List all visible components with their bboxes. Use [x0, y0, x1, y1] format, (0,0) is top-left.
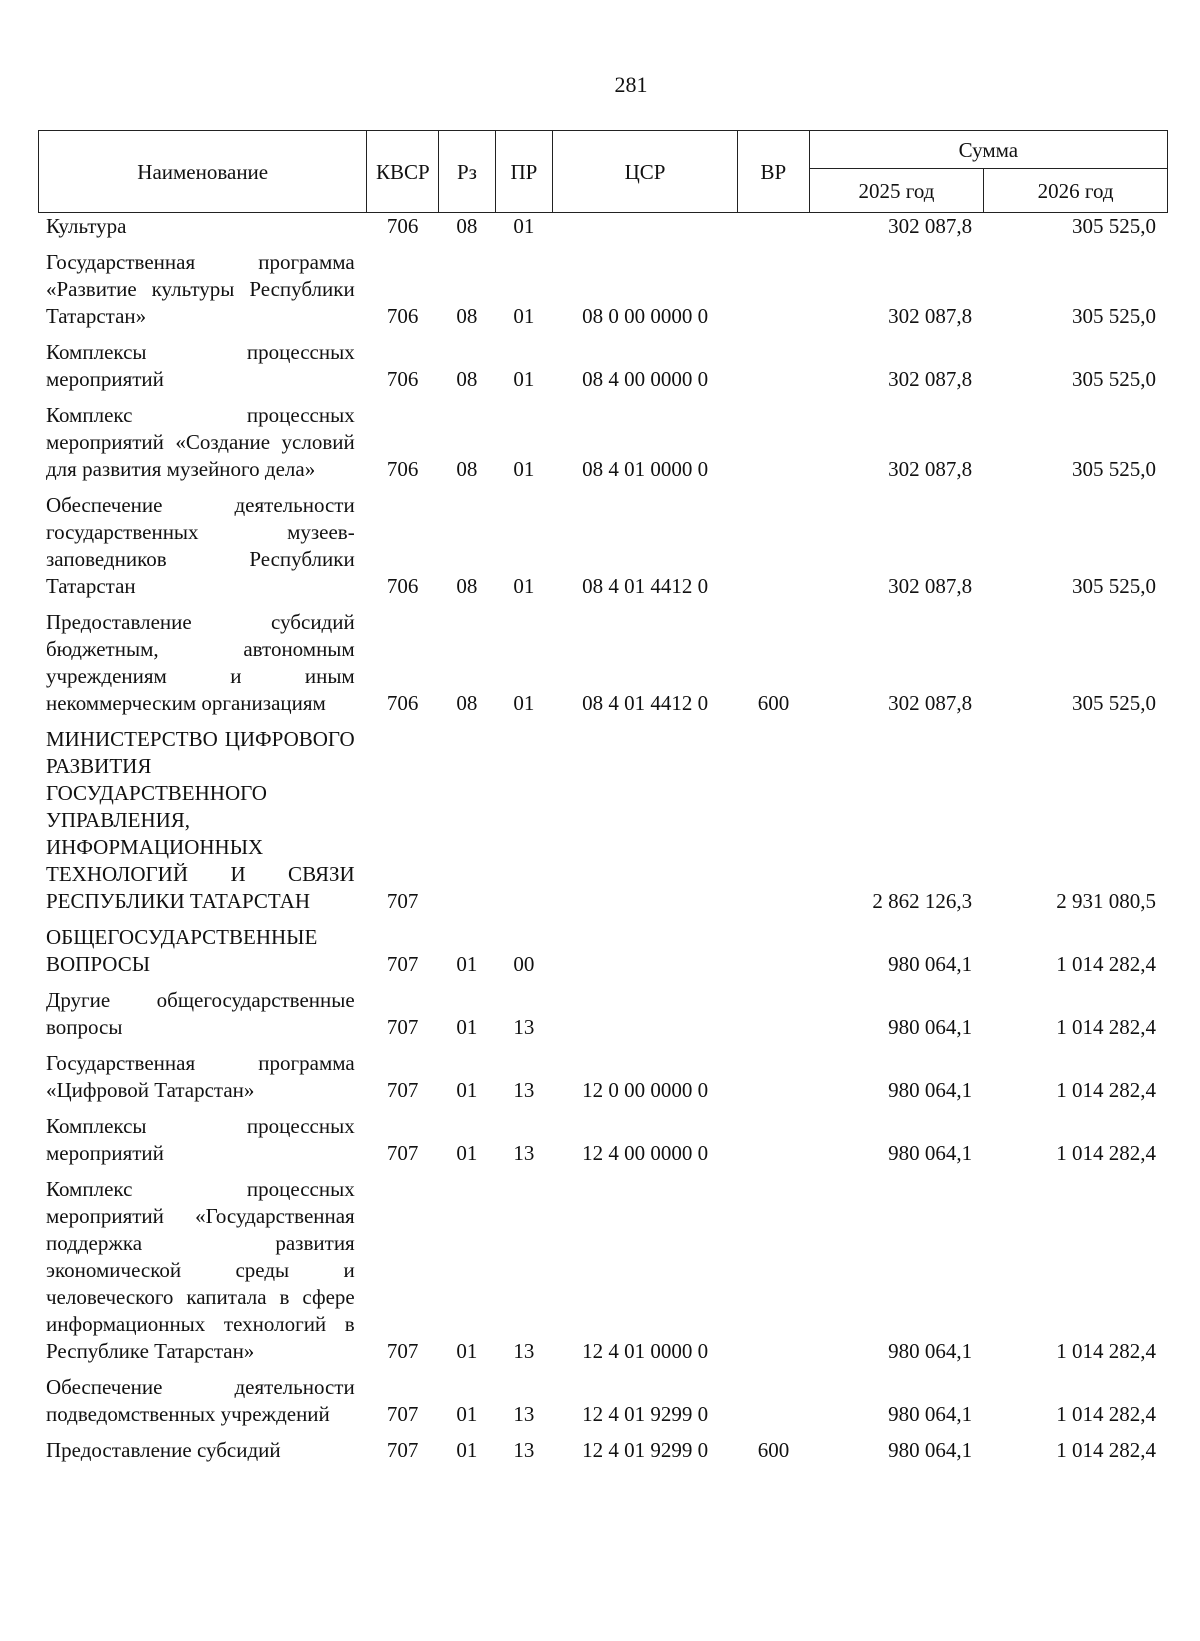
row-rz: 08 — [456, 304, 478, 328]
row-vr: 600 — [757, 1438, 790, 1462]
row-sum-2026: 305 525,0 — [1072, 367, 1156, 391]
row-rz: 08 — [456, 457, 478, 481]
row-rz: 01 — [456, 1438, 478, 1462]
row-sum-2026: 1 014 282,4 — [1056, 1015, 1156, 1039]
row-pr: 13 — [513, 1438, 535, 1462]
row-name — [38, 978, 367, 1041]
row-kvsr: 707 — [386, 1078, 419, 1102]
row-sum-2025: 2 862 126,3 — [872, 889, 973, 913]
row-name-text: Государственная программа «Цифровой Татарстан» — [46, 1051, 355, 1102]
row-vr — [738, 1104, 810, 1167]
row-vr — [738, 393, 810, 483]
row-rz: 01 — [456, 1402, 478, 1426]
row-pr: 13 — [513, 1339, 535, 1363]
row-pr: 13 — [513, 1141, 535, 1165]
row-vr — [738, 915, 810, 978]
row-name — [38, 483, 367, 600]
row-sum-2026: 1 014 282,4 — [1056, 1078, 1156, 1102]
table-row — [38, 1041, 1168, 1104]
row-name-text: Комплекс процессных мероприятий «Государственная поддержка развития экономической среды и человеческого капитала в сфере информационных технологий в Республике Татарстан» — [46, 1177, 355, 1363]
row-vr — [738, 1167, 810, 1365]
header-name: Наименование — [39, 131, 367, 213]
row-rz: 01 — [456, 1141, 478, 1165]
row-sum-2026: 2 931 080,5 — [1056, 889, 1156, 913]
row-kvsr: 707 — [386, 1438, 419, 1462]
header-csr: ЦСР — [553, 131, 738, 213]
row-sum-2026: 1 014 282,4 — [1056, 1141, 1156, 1165]
header-year-2026: 2026 год — [984, 169, 1168, 213]
table-row — [38, 915, 1168, 978]
row-rz: 08 — [456, 691, 478, 715]
row-vr — [738, 1041, 810, 1104]
row-name-text: Комплекс процессных мероприятий «Создание условий для развития музейного дела» — [46, 403, 355, 481]
row-rz — [439, 717, 496, 915]
row-name-text: МИНИСТЕРСТВО ЦИФРОВОГО РАЗВИТИЯ ГОСУДАРСТВЕННОГО УПРАВЛЕНИЯ, ИНФОРМАЦИОННЫХ ТЕХНОЛОГИЙ И СВЯЗИ РЕСПУБЛИКИ ТАТАРСТАН — [46, 727, 355, 913]
table-row — [38, 717, 1168, 915]
row-sum-2025: 980 064,1 — [888, 1438, 973, 1462]
header-sum: Сумма — [809, 131, 1167, 169]
row-name — [38, 1428, 367, 1464]
row-pr: 01 — [513, 457, 535, 481]
row-vr — [738, 483, 810, 600]
row-sum-2026: 1 014 282,4 — [1056, 1438, 1156, 1462]
row-name — [38, 717, 367, 915]
row-csr: 12 4 01 9299 0 — [582, 1438, 709, 1462]
row-kvsr: 707 — [386, 1141, 419, 1165]
row-name — [38, 240, 367, 330]
row-pr: 00 — [513, 952, 535, 976]
row-sum-2026: 305 525,0 — [1072, 574, 1156, 598]
row-csr: 08 4 01 4412 0 — [582, 691, 709, 715]
row-kvsr: 706 — [386, 304, 419, 328]
row-name — [38, 1041, 367, 1104]
row-pr: 01 — [513, 574, 535, 598]
table-row — [38, 240, 1168, 330]
row-name — [38, 600, 367, 717]
row-csr: 12 4 01 0000 0 — [582, 1339, 709, 1363]
header-rz: Рз — [439, 131, 495, 213]
row-csr — [553, 915, 738, 978]
row-kvsr: 707 — [386, 889, 419, 913]
row-sum-2025: 302 087,8 — [888, 691, 973, 715]
row-rz: 01 — [456, 1339, 478, 1363]
row-sum-2025: 302 087,8 — [888, 574, 973, 598]
row-name-text: Обеспечение деятельности государственных музеев-заповедников Республики Татарстан — [46, 493, 355, 598]
row-sum-2026: 305 525,0 — [1072, 214, 1156, 238]
row-name — [38, 213, 367, 240]
table-header — [38, 130, 1168, 213]
row-vr — [738, 1365, 810, 1428]
row-name-text: Государственная программа «Развитие культуры Республики Татарстан» — [46, 250, 355, 328]
row-sum-2025: 302 087,8 — [888, 304, 973, 328]
row-name — [38, 915, 367, 978]
row-rz: 08 — [456, 367, 478, 391]
row-csr — [553, 978, 738, 1041]
row-pr: 13 — [513, 1402, 535, 1426]
row-name-text: Предоставление субсидий бюджетным, автономным учреждениям и иным некоммерческим организациям — [46, 610, 355, 715]
row-pr: 13 — [513, 1015, 535, 1039]
table-row — [38, 978, 1168, 1041]
row-name — [38, 1104, 367, 1167]
row-vr — [738, 240, 810, 330]
table-row — [38, 393, 1168, 483]
table-row — [38, 1104, 1168, 1167]
row-sum-2026: 1 014 282,4 — [1056, 1339, 1156, 1363]
header-year-2025: 2025 год — [809, 169, 983, 213]
row-sum-2026: 1 014 282,4 — [1056, 952, 1156, 976]
row-name — [38, 330, 367, 393]
row-sum-2026: 305 525,0 — [1072, 457, 1156, 481]
row-name — [38, 393, 367, 483]
row-pr: 13 — [513, 1078, 535, 1102]
header-kvsr: КВСР — [367, 131, 439, 213]
row-pr: 01 — [513, 304, 535, 328]
row-sum-2025: 302 087,8 — [888, 367, 973, 391]
header-vr: ВР — [737, 131, 809, 213]
row-vr — [738, 978, 810, 1041]
row-rz: 01 — [456, 1015, 478, 1039]
row-name-text: Культура — [46, 214, 127, 238]
row-kvsr: 707 — [386, 952, 419, 976]
row-rz: 01 — [456, 952, 478, 976]
row-vr: 600 — [757, 691, 790, 715]
row-kvsr: 707 — [386, 1402, 419, 1426]
row-name-text: Комплексы процессных мероприятий — [46, 340, 355, 391]
row-kvsr: 707 — [386, 1015, 419, 1039]
table-row — [38, 1428, 1168, 1464]
row-name-text: ОБЩЕГОСУДАРСТВЕННЫЕ ВОПРОСЫ — [46, 925, 318, 976]
table-row — [38, 483, 1168, 600]
row-csr: 12 4 00 0000 0 — [582, 1141, 709, 1165]
table-row — [38, 1167, 1168, 1365]
header-pr: ПР — [495, 131, 552, 213]
row-name-text: Обеспечение деятельности подведомственных учреждений — [46, 1375, 355, 1426]
row-sum-2025: 302 087,8 — [888, 457, 973, 481]
row-kvsr: 706 — [386, 457, 419, 481]
row-csr: 12 4 01 9299 0 — [582, 1402, 709, 1426]
table-body — [38, 213, 1168, 1464]
row-csr: 08 4 00 0000 0 — [582, 367, 709, 391]
budget-table — [38, 130, 1168, 1464]
row-sum-2025: 980 064,1 — [888, 1402, 973, 1426]
row-sum-2026: 305 525,0 — [1072, 691, 1156, 715]
row-name-text: Другие общегосударственные вопросы — [46, 988, 355, 1039]
row-rz: 08 — [456, 214, 478, 238]
row-sum-2025: 980 064,1 — [888, 1015, 973, 1039]
row-pr: 01 — [513, 214, 535, 238]
table-row — [38, 213, 1168, 240]
row-kvsr: 706 — [386, 574, 419, 598]
row-csr: 08 0 00 0000 0 — [582, 304, 709, 328]
row-csr — [553, 213, 738, 240]
row-kvsr: 706 — [386, 691, 419, 715]
row-csr: 08 4 01 4412 0 — [582, 574, 709, 598]
row-csr — [553, 717, 738, 915]
row-pr — [495, 717, 553, 915]
table-row — [38, 330, 1168, 393]
row-vr — [738, 330, 810, 393]
row-kvsr: 706 — [386, 367, 419, 391]
row-sum-2025: 302 087,8 — [888, 214, 973, 238]
row-vr — [738, 717, 810, 915]
row-csr: 12 0 00 0000 0 — [582, 1078, 709, 1102]
row-rz: 08 — [456, 574, 478, 598]
row-name — [38, 1167, 367, 1365]
row-name-text: Комплексы процессных мероприятий — [46, 1114, 355, 1165]
row-pr: 01 — [513, 367, 535, 391]
row-vr — [738, 213, 810, 240]
row-sum-2025: 980 064,1 — [888, 1141, 973, 1165]
row-name-text: Предоставление субсидий — [46, 1438, 281, 1462]
table-row — [38, 1365, 1168, 1428]
row-pr: 01 — [513, 691, 535, 715]
row-kvsr: 706 — [386, 214, 419, 238]
row-csr: 08 4 01 0000 0 — [582, 457, 709, 481]
row-sum-2025: 980 064,1 — [888, 952, 973, 976]
row-kvsr: 707 — [386, 1339, 419, 1363]
row-rz: 01 — [456, 1078, 478, 1102]
row-sum-2025: 980 064,1 — [888, 1078, 973, 1102]
table-row — [38, 600, 1168, 717]
row-name — [38, 1365, 367, 1428]
row-sum-2025: 980 064,1 — [888, 1339, 973, 1363]
row-sum-2026: 305 525,0 — [1072, 304, 1156, 328]
row-sum-2026: 1 014 282,4 — [1056, 1402, 1156, 1426]
page-number: 281 — [614, 72, 648, 97]
